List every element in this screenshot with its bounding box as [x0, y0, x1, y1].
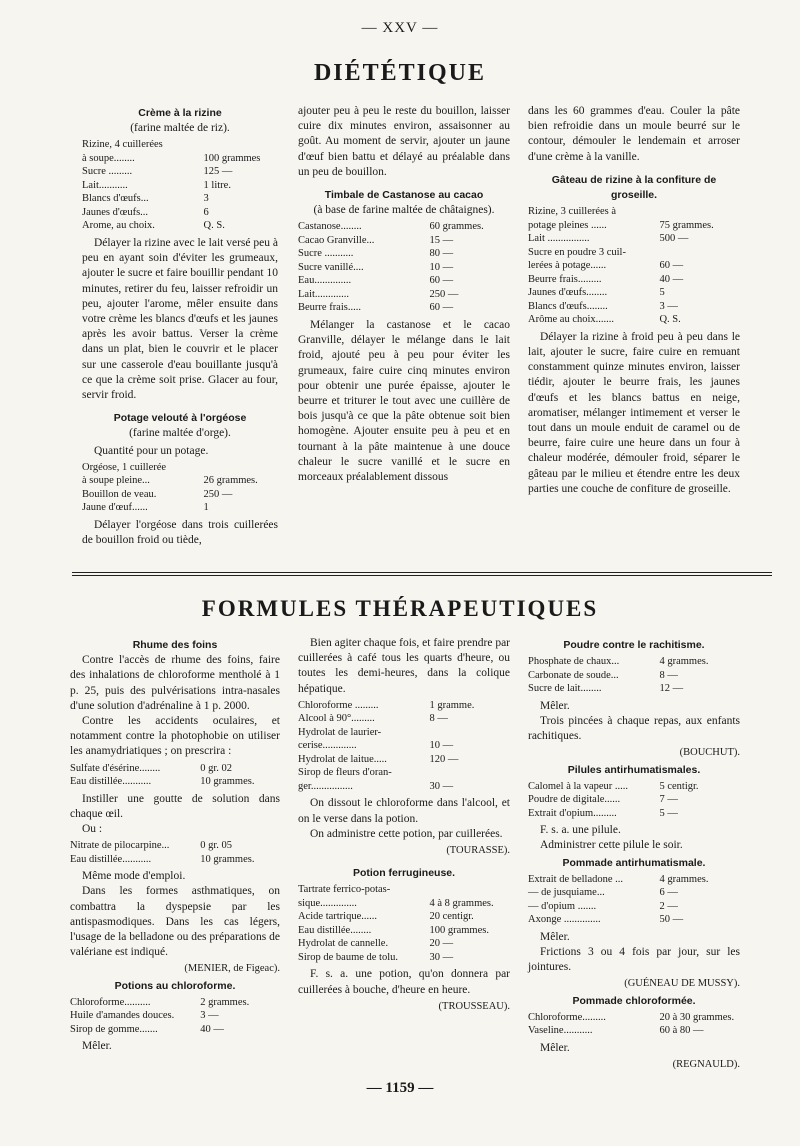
ingredient-name: Axonge ..............: [528, 914, 601, 926]
ingredient-table: [70, 996, 280, 1037]
ingredient-quantity: 30 —: [429, 951, 454, 963]
dietetique-column-2: [298, 104, 510, 485]
ingredient-name: Hydrolat de laurier-: [298, 726, 382, 738]
ingredient-name: cerise.............: [298, 740, 357, 752]
ingredient-quantity: 2 grammes.: [200, 996, 250, 1008]
ingredient-name: Sirop de baume de tolu.: [298, 951, 399, 963]
recipe-text: ajouter peu à peu le reste du bouillon, laisser cuire dix minutes environ, assaisonner au goût. Au moment de servir, ajouter un jaune d'œuf bien battu et délayé au préalable dans un peu de bouillon.: [298, 105, 510, 178]
ingredient-quantity: 100 grammes.: [429, 924, 489, 936]
recipe-text: Délayer la rizine à froid peu à peu dans le lait, ajouter le sucre, faire cuire en remuant constamment quinze minutes environ, laisser tiédir, ajouter le beurre frais, les jaunes d'œufs et les blancs battus en neige, aromatiser, mélanger intimement et verser le tout dans un moule enduit de caramel ou de beurre, faire cuire une heure dans un four à chaleur modérée, démouler froid, séparer le gâteau par le milieu et étendre entre les deux parties une couche de confiture de groseille.: [528, 330, 740, 495]
ingredient-row: [298, 234, 510, 248]
ingredient-row: [298, 261, 510, 275]
ingredient-table: [70, 762, 280, 789]
ingredient-quantity: 6 —: [659, 887, 678, 899]
ingredient-quantity: Q. S.: [659, 314, 681, 326]
ingredient-row: [298, 780, 510, 794]
ingredient-quantity: 60 —: [429, 302, 454, 314]
ingredient-name: Phosphate de chaux...: [528, 656, 620, 668]
ingredient-row: [528, 1024, 740, 1038]
ingredient-name: Huile d'amandes douces.: [70, 1010, 175, 1022]
ingredient-row: [528, 232, 740, 246]
formula-text: Instiller une goutte de solution dans chaque œil.: [70, 792, 280, 820]
ingredient-quantity: 250 —: [203, 488, 233, 500]
ingredient-row: [82, 165, 278, 179]
ingredient-quantity: 30 —: [429, 780, 454, 792]
ingredient-name: Nitrate de pilocarpine...: [70, 840, 170, 852]
ingredient-quantity: 40 —: [200, 1023, 224, 1035]
ingredient-quantity: 20 à 30 grammes.: [659, 1011, 735, 1023]
ingredient-quantity: 3 —: [200, 1010, 219, 1022]
ingredient-quantity: 5 —: [659, 807, 678, 819]
ingredient-row: [82, 474, 278, 488]
ingredient-name: Carbonate de soude...: [528, 669, 619, 681]
ingredient-quantity: 0 gr. 05: [200, 840, 232, 852]
ingredient-row: [298, 288, 510, 302]
ingredient-quantity: 60 à 80 —: [659, 1025, 704, 1037]
formula-title: Poudre contre le rachitisme.: [563, 639, 705, 651]
ingredient-name: Cacao Granville...: [298, 234, 375, 246]
ingredient-name: Calomel à la vapeur .....: [528, 780, 629, 792]
ingredient-name: lerées à potage......: [528, 260, 607, 272]
ingredient-quantity: 1 gramme.: [429, 699, 475, 711]
formula-text: Même mode d'emploi.: [82, 870, 186, 883]
ingredient-name: Orgéose, 1 cuillerée: [82, 461, 167, 473]
ingredient-quantity: [429, 766, 510, 780]
ingredient-row: [528, 682, 740, 696]
ingredient-quantity: 5: [659, 287, 665, 299]
ingredient-quantity: [429, 883, 510, 897]
ingredient-quantity: [659, 205, 740, 219]
formula-text: On dissout le chloroforme dans l'alcool, et on le verse dans la potion.: [298, 797, 510, 825]
ingredient-name: potage pleines ......: [528, 219, 607, 231]
ingredient-table: [528, 873, 740, 927]
ingredient-row: [298, 274, 510, 288]
author-signature: (TROUSSEAU).: [438, 1000, 510, 1012]
ingredient-quantity: 10 —: [429, 740, 454, 752]
formula-text: Mêler.: [540, 1041, 570, 1054]
ingredient-table: [528, 1011, 740, 1038]
ingredient-quantity: 26 grammes.: [203, 475, 258, 487]
ingredient-quantity: 10 grammes.: [200, 853, 255, 865]
ingredient-quantity: 5 centigr.: [659, 780, 699, 792]
ingredient-quantity: 250 —: [429, 288, 459, 300]
ingredient-row: [528, 900, 740, 914]
ingredient-row: [528, 246, 740, 260]
ingredient-row: [298, 766, 510, 780]
ingredient-quantity: [429, 726, 510, 740]
ingredient-row: [298, 924, 510, 938]
ingredient-table: [528, 655, 740, 696]
recipe-title: Timbale de Castanose au cacao: [324, 189, 484, 202]
ingredient-name: Beurre frais.........: [528, 273, 602, 285]
ingredient-row: [70, 1023, 280, 1037]
ingredient-quantity: 20 —: [429, 938, 454, 950]
ingredient-quantity: [204, 138, 278, 152]
ingredient-name: Eau distillée...........: [70, 776, 152, 788]
ingredient-name: Lait.............: [298, 288, 350, 300]
ingredient-quantity: 60 grammes.: [429, 221, 484, 233]
ingredient-row: [528, 793, 740, 807]
ingredient-row: [82, 179, 278, 193]
ingredient-name: Jaunes d'œufs........: [528, 287, 608, 299]
ingredient-row: [528, 913, 740, 927]
ingredient-quantity: 8 —: [429, 713, 448, 725]
ingredient-name: Beurre frais.....: [298, 302, 361, 314]
ingredient-row: [528, 1011, 740, 1025]
ingredient-row: [82, 501, 278, 515]
ingredient-row: [298, 897, 510, 911]
ingredient-name: Extrait d'opium.........: [528, 807, 617, 819]
ingredient-quantity: 4 grammes.: [659, 873, 709, 885]
ingredient-table: [528, 780, 740, 821]
ingredient-name: Extrait de belladone ...: [528, 873, 624, 885]
section-title-therapeutiques: FORMULES THÉRAPEUTIQUES: [201, 596, 599, 621]
author-signature: (REGNAULD).: [672, 1059, 740, 1071]
ingredient-name: Chloroforme .........: [298, 699, 379, 711]
ingredient-quantity: 75 grammes.: [659, 219, 714, 231]
ingredient-row: [298, 220, 510, 234]
page-number-top: — XXV —: [361, 20, 439, 36]
page-number-bottom: — 1159 —: [366, 1080, 434, 1096]
ingredient-quantity: 500 —: [659, 233, 689, 245]
ingredient-name: Eau..............: [298, 275, 352, 287]
ingredient-row: [70, 762, 280, 776]
ingredient-table: [528, 205, 740, 327]
ingredient-row: [70, 1009, 280, 1023]
formula-text: Frictions 3 ou 4 fois par jour, sur les jointures.: [528, 946, 740, 974]
ingredient-row: [528, 807, 740, 821]
ingredient-quantity: 3 —: [659, 300, 678, 312]
ingredient-row: [528, 873, 740, 887]
ingredient-quantity: 40 —: [659, 273, 684, 285]
ingredient-row: [70, 996, 280, 1010]
ingredient-quantity: 50 —: [659, 914, 684, 926]
ingredient-name: Vaseline...........: [528, 1025, 593, 1037]
ingredient-quantity: [204, 461, 278, 475]
ingredient-name: Sucre de lait........: [528, 683, 602, 695]
formula-text: Mêler.: [540, 930, 570, 943]
recipe-title: Crème à la rizine: [138, 107, 222, 119]
ingredient-row: [298, 910, 510, 924]
dietetique-column-1: [82, 104, 278, 548]
ingredient-name: Acide tartrique......: [298, 911, 378, 923]
formula-text: F. s. a. une potion, qu'on donnera par cuillerées à bouche, d'heure en heure.: [298, 968, 510, 996]
divider-rule: [72, 572, 772, 573]
ingredient-row: [298, 951, 510, 965]
formula-title: Potions au chloroforme.: [114, 979, 236, 992]
recipe-subtitle: (farine maltée d'orge).: [129, 427, 231, 440]
ingredient-name: Sucre en poudre 3 cuil-: [528, 246, 626, 258]
ingredient-name: Hydrolat de laitue.....: [298, 753, 387, 765]
ingredient-row: [70, 839, 280, 853]
recipe-text: Quantité pour un potage.: [94, 444, 209, 457]
ingredient-row: [82, 461, 278, 475]
ingredient-name: Lait...........: [82, 179, 128, 191]
ingredient-name: Sucre ...........: [298, 248, 354, 260]
ingredient-quantity: 0 gr. 02: [200, 762, 232, 774]
ingredient-name: Poudre de digitale......: [528, 794, 621, 806]
ingredient-table: [70, 839, 280, 866]
ingredient-name: Sulfate d'ésérine........: [70, 762, 161, 774]
ingredient-row: [298, 712, 510, 726]
ingredient-name: ger................: [298, 780, 353, 792]
ingredient-name: Sucre .........: [82, 166, 133, 178]
ingredient-quantity: 15 —: [429, 234, 454, 246]
ingredient-name: Arôme au choix.......: [528, 314, 615, 326]
formula-text: Dans les formes asthmatiques, on combattra la dyspepsie par les antispasmodiques. Dans les cas légers, l'usage de la belladone ou des préparations de valériane est indiqué.: [70, 885, 280, 959]
recipe-title: Potage velouté à l'orgéose: [113, 412, 247, 425]
ingredient-quantity: 80 —: [429, 248, 454, 260]
section-title-dietetique: DIÉTÉTIQUE: [313, 60, 487, 86]
ingredient-row: [82, 488, 278, 502]
ingredient-name: Castanose........: [298, 221, 362, 233]
ingredient-row: [528, 669, 740, 683]
ingredient-row: [528, 313, 740, 327]
recipe-text: Délayer l'orgéose dans trois cuillerées de bouillon froid ou tiède,: [82, 518, 278, 546]
formula-text: Mêler.: [82, 1040, 112, 1053]
ingredient-quantity: 4 à 8 grammes.: [429, 897, 494, 909]
author-signature: (MENIER, de Figeac).: [184, 963, 280, 975]
ingredient-row: [82, 192, 278, 206]
ingredient-name: Tartrate ferrico-potas-: [298, 884, 391, 896]
ingredient-name: Eau distillée........: [298, 924, 372, 936]
formula-title: Pommade chloroformée.: [572, 994, 696, 1007]
ingredient-name: Blancs d'œufs...: [82, 193, 149, 205]
ingredient-row: [528, 273, 740, 287]
formula-text: Ou :: [82, 823, 103, 836]
ingredient-row: [528, 205, 740, 219]
recipe-title: Gâteau de rizine à la confiture de groseille.: [551, 173, 717, 202]
formula-text: F. s. a. une pilule.: [540, 824, 621, 837]
ingredient-row: [82, 152, 278, 166]
formula-title: Pommade antirhumatismale.: [562, 856, 706, 869]
ingredient-quantity: 12 —: [659, 683, 684, 695]
formula-title: Rhume des foins: [132, 639, 218, 651]
ingredient-name: — de jusquiame...: [528, 887, 605, 899]
ingredient-quantity: 6: [203, 206, 209, 218]
ingredient-row: [298, 301, 510, 315]
ingredient-row: [298, 753, 510, 767]
dietetique-column-3: [528, 104, 740, 497]
ingredient-name: Chloroforme..........: [70, 996, 151, 1008]
therapeutique-column-1: [70, 636, 280, 1055]
ingredient-name: à soupe........: [82, 152, 135, 164]
ingredient-quantity: 4 grammes.: [659, 656, 709, 668]
therapeutique-column-3: [528, 636, 740, 1072]
ingredient-row: [528, 300, 740, 314]
ingredient-name: Jaune d'œuf......: [82, 502, 148, 514]
ingredient-table: [82, 461, 278, 515]
ingredient-quantity: 20 centigr.: [429, 911, 474, 923]
ingredient-row: [298, 883, 510, 897]
ingredient-row: [298, 247, 510, 261]
ingredient-row: [298, 937, 510, 951]
ingredient-name: Sirop de gomme.......: [70, 1023, 158, 1035]
ingredient-table: [82, 138, 278, 233]
formula-text: Trois pincées à chaque repas, aux enfants rachitiques.: [528, 714, 740, 743]
ingredient-name: à soupe pleine...: [82, 475, 150, 487]
ingredient-quantity: 125 —: [203, 166, 233, 178]
ingredient-row: [70, 853, 280, 867]
ingredient-name: — d'opium .......: [528, 900, 597, 912]
ingredient-quantity: 10 —: [429, 261, 454, 273]
ingredient-table: [298, 883, 510, 964]
formula-text: Administrer cette pilule le soir.: [540, 839, 683, 852]
ingredient-row: [70, 775, 280, 789]
divider-rule: [72, 575, 772, 576]
ingredient-quantity: 3: [203, 193, 209, 205]
ingredient-quantity: 100 grammes: [203, 152, 261, 164]
formula-text: Contre l'accès de rhume des foins, faire des inhalations de chloroforme mentholé à 1 p. 25, puis des pulvérisations intra-nasales d'une solution d'adrénaline à 1 p. 2000.: [70, 654, 280, 712]
ingredient-name: sique..............: [298, 897, 357, 909]
ingredient-quantity: 7 —: [659, 794, 678, 806]
ingredient-row: [528, 259, 740, 273]
ingredient-quantity: 120 —: [429, 753, 459, 765]
author-signature: (BOUCHUT).: [679, 747, 740, 759]
author-signature: (TOURASSE).: [446, 844, 510, 856]
ingredient-name: Arome, au choix.: [82, 220, 155, 232]
ingredient-name: Alcool à 90°.........: [298, 713, 375, 725]
formula-title: Potion ferrugineuse.: [352, 867, 456, 880]
ingredient-name: Sirop de fleurs d'oran-: [298, 767, 392, 779]
ingredient-table: [298, 699, 510, 794]
ingredient-quantity: 8 —: [659, 669, 678, 681]
therapeutique-column-2: [298, 636, 510, 1014]
ingredient-name: Rizine, 3 cuillerées à: [528, 206, 617, 218]
ingredient-row: [528, 219, 740, 233]
author-signature: (GUÉNEAU DE MUSSY).: [624, 978, 740, 990]
ingredient-table: [298, 220, 510, 315]
ingredient-quantity: 1 litre.: [203, 179, 231, 191]
ingredient-row: [528, 286, 740, 300]
ingredient-name: Lait ................: [528, 233, 590, 245]
ingredient-row: [528, 655, 740, 669]
ingredient-row: [82, 138, 278, 152]
ingredient-quantity: 2 —: [659, 900, 678, 912]
ingredient-quantity: [659, 246, 740, 260]
ingredient-quantity: 1: [203, 502, 209, 514]
formula-text: Mêler.: [540, 699, 570, 712]
ingredient-quantity: Q. S.: [203, 220, 225, 232]
formula-title: Pilules antirhumatismales.: [567, 763, 701, 776]
ingredient-name: Jaunes d'œufs...: [82, 206, 149, 218]
ingredient-name: Hydrolat de cannelle.: [298, 938, 389, 950]
ingredient-name: Eau distillée...........: [70, 853, 152, 865]
formula-text: Contre les accidents oculaires, et notamment contre la photophobie on utiliser les anamydriatiques ; on prescrira :: [70, 715, 280, 758]
ingredient-name: Bouillon de veau.: [82, 488, 157, 500]
formula-text: On administre cette potion, par cuillerées.: [310, 827, 503, 840]
recipe-text: dans les 60 grammes d'eau. Couler la pâte bien refroidie dans un moule beurré sur le contour, démouler le lendemain et arroser d'une crème à la vanille.: [528, 105, 740, 163]
ingredient-row: [82, 206, 278, 220]
recipe-text: Mélanger la castanose et le cacao Granville, délayer le mélange dans le lait froid, ajouté peu à peu pour éviter les grumeaux, faire cuire cinq minutes environ pour obtenir une purée épaisse, ajouter le beurre et triturer le tout avec une cuillère de bois jusqu'à ce que la pâte obtenue soit bien homogène. Ajouter ensuite peu à peu et en tournant à la pâte maintenue à une douce chaleur le sucre vanillé et le sucre en morceaux préalablement dissous: [298, 318, 510, 483]
ingredient-name: Sucre vanillé....: [298, 261, 364, 273]
ingredient-name: Rizine, 4 cuillerées: [82, 139, 163, 151]
ingredient-row: [528, 886, 740, 900]
ingredient-quantity: 10 grammes.: [200, 776, 255, 788]
formula-text: Bien agiter chaque fois, et faire prendre par cuillerées à café tous les quarts d'heure, ou toutes les demi-heures, dans la colique hépatique.: [298, 637, 510, 695]
recipe-text: Délayer la rizine avec le lait versé peu à peu en ayant soin d'éviter les grumeaux, ajouter le sucre et faire bouillir pendant 10 minutes, retirer du feu, laisser refroidir un peu, ajouter l'arome, mêler ensuite dans votre crème les blancs d'œufs et les jaunes après les avoir battus. Verser la crème dans un plat, bien le couvrir et le placer sur une casserole d'eau bouillante jusqu'à ce que la crème soit prise. Glacer au four, servir froid.: [82, 236, 278, 401]
recipe-subtitle: (à base de farine maltée de châtaignes).: [313, 204, 495, 217]
ingredient-name: Blancs d'œufs........: [528, 300, 608, 312]
ingredient-row: [528, 780, 740, 794]
ingredient-quantity: 60 —: [429, 275, 454, 287]
ingredient-name: Chloroforme.........: [528, 1011, 606, 1023]
ingredient-row: [298, 699, 510, 713]
ingredient-row: [298, 739, 510, 753]
ingredient-row: [82, 219, 278, 233]
ingredient-quantity: 60 —: [659, 260, 684, 272]
ingredient-row: [298, 726, 510, 740]
recipe-subtitle: (farine maltée de riz).: [130, 122, 230, 135]
